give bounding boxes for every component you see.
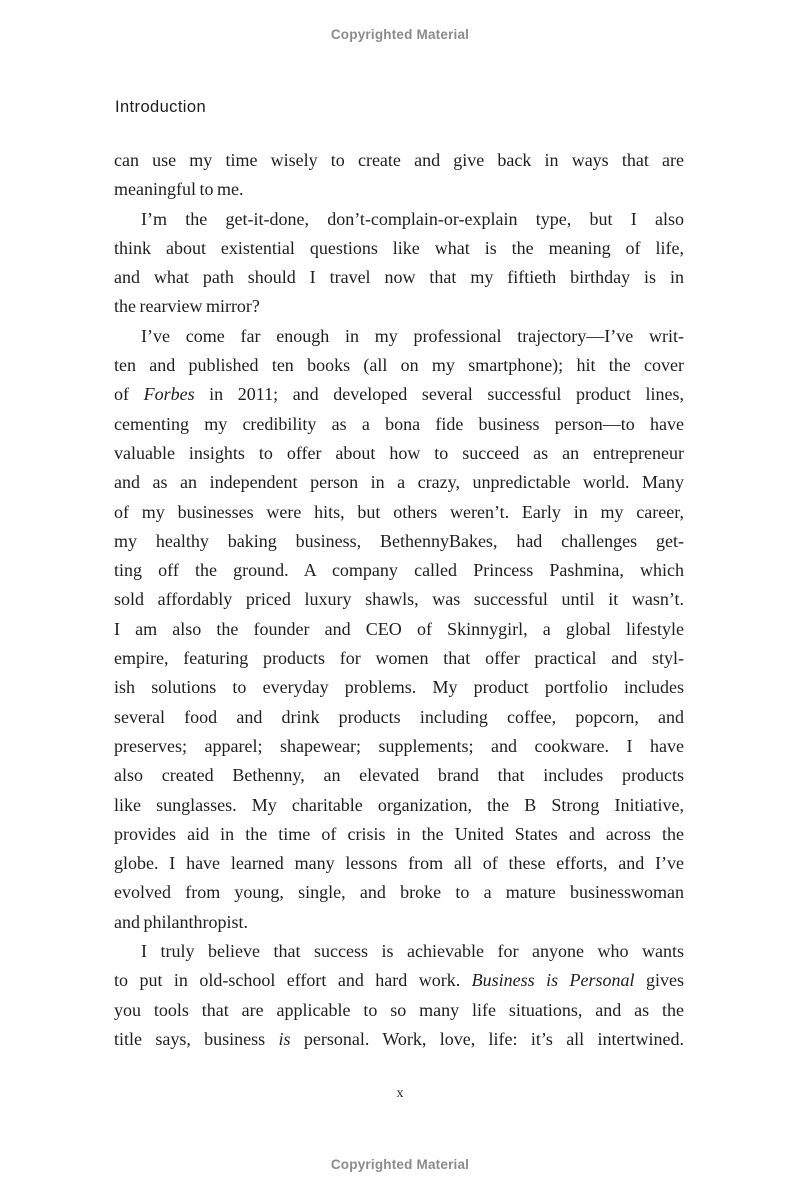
text-line: ish solutions to everyday problems. My product portfolio includes (114, 677, 684, 698)
text-line: think about existential questions like what is the meaning of life, (114, 237, 684, 258)
paragraph (114, 937, 684, 1054)
paragraph (114, 322, 684, 937)
text-line: also created Bethenny, an elevated brand that includes products (114, 765, 684, 786)
copyright-notice-top: Copyrighted Material (330, 27, 470, 42)
paragraph (114, 146, 684, 205)
text-line: meaningful to me. (114, 179, 244, 200)
text-line: to put in old-school effort and hard work. Business is Personal gives (114, 970, 684, 991)
text-line: can use my time wisely to create and give back in ways that are (114, 150, 684, 170)
text-line: title says, business is personal. Work, love, life: it’s all intertwined. (114, 1028, 684, 1049)
text-line: evolved from young, single, and broke to a mature businesswoman (114, 882, 684, 903)
paragraph (114, 205, 684, 322)
page-number: x (396, 1086, 404, 1101)
text-line: I am also the founder and CEO of Skinnygirl, a global lifestyle (114, 618, 684, 639)
text-line: you tools that are applicable to so many life situations, and as the (114, 999, 684, 1020)
body-text (114, 146, 684, 1054)
text-line: sold affordably priced luxury shawls, was successful until it wasn’t. (114, 589, 684, 610)
text-line: and what path should I travel now that my fiftieth birthday is in (114, 267, 684, 288)
text-line: and as an independent person in a crazy, unpredictable world. Many (114, 472, 684, 493)
text-line: like sunglasses. My charitable organization, the B Strong Initiative, (114, 794, 684, 815)
text-line: empire, featuring products for women that offer practical and styl- (114, 648, 684, 669)
text-line: and philanthropist. (114, 911, 248, 932)
text-line: I’ve come far enough in my professional trajectory—I’ve writ- (141, 325, 684, 346)
text-line: valuable insights to offer about how to succeed as an entrepreneur (114, 442, 684, 463)
text-line: several food and drink products including coffee, popcorn, and (114, 706, 684, 727)
text-line: I’m the get-it-done, don’t-complain-or-explain type, but I also (141, 208, 684, 229)
section-header: Introduction (115, 98, 207, 116)
text-line: ten and published ten books (all on my smartphone); hit the cover (114, 355, 684, 376)
text-line: I truly believe that success is achievable for anyone who wants (141, 941, 684, 962)
copyright-notice-bottom: Copyrighted Material (330, 1157, 470, 1172)
text-line: of Forbes in 2011; and developed several successful product lines, (114, 384, 685, 405)
text-line: of my businesses were hits, but others weren’t. Early in my career, (114, 501, 684, 522)
text-line: the rearview mirror? (114, 296, 260, 317)
text-line: preserves; apparel; shapewear; supplements; and cookware. I have (114, 735, 684, 756)
text-line: cementing my credibility as a bona fide business person—to have (114, 413, 684, 434)
text-line: my healthy baking business, BethennyBakes, had challenges get- (114, 530, 684, 551)
text-line: provides aid in the time of crisis in the United States and across the (114, 823, 684, 844)
text-line: globe. I have learned many lessons from all of these efforts, and I’ve (114, 853, 684, 874)
text-line: ting off the ground. A company called Princess Pashmina, which (114, 560, 684, 581)
